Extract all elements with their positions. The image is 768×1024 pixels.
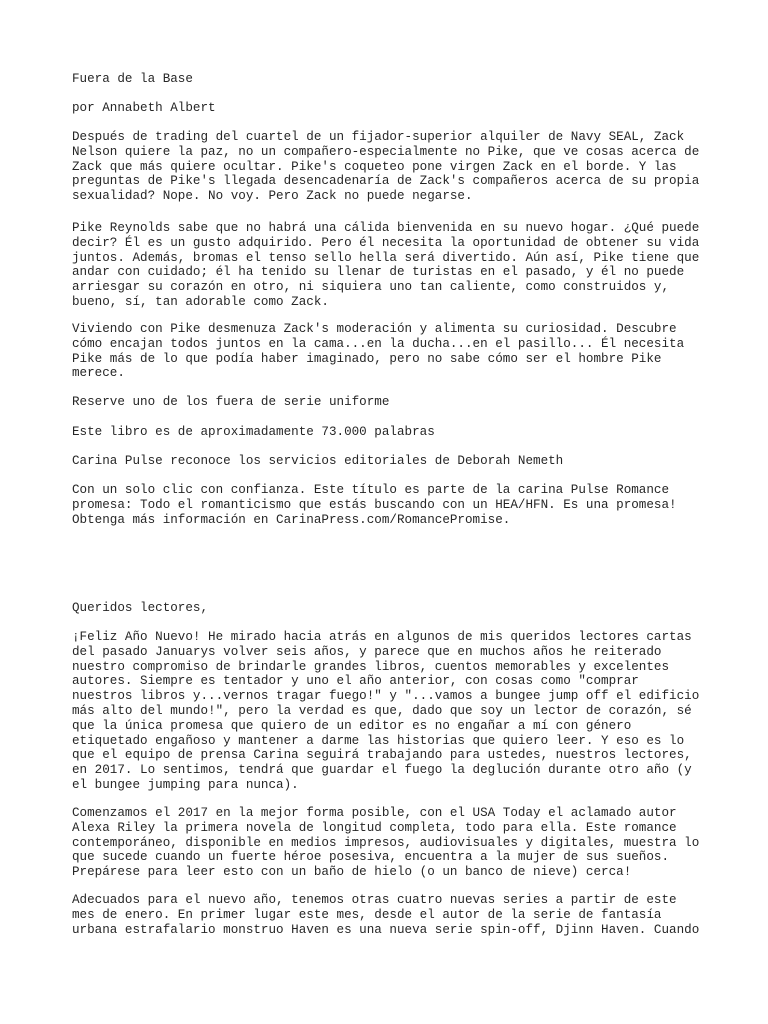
author-byline: por Annabeth Albert — [72, 101, 216, 115]
blurb-paragraph-1: Después de trading del cuartel de un fijador-superior alquiler de Navy SEAL, Zack Nelson quiere la paz, no un compañero-especialmente no Pike, que ve cosas acerca de Zack que más quiere ocultar. Pike's coqueteo pone virgen Zack en el borde. Y las preguntas de Pike's llegada desencadenaría de Zack's compañeros acerca de su propia sexualidad? Nope. No voy. Pero Zack no puede negarse. — [72, 130, 700, 204]
letter-paragraph-3: Adecuados para el nuevo año, tenemos otras cuatro nuevas series a partir de este mes de enero. En primer lugar este mes, desde el autor de la serie de fantasía urbana estrafalario monstruo Haven es una nueva serie spin-off, Djinn Haven. Cuando — [72, 893, 700, 937]
word-count: Este libro es de aproximadamente 73.000 palabras — [72, 425, 435, 439]
editorial-acknowledgment: Carina Pulse reconoce los servicios editoriales de Deborah Nemeth — [72, 454, 564, 468]
romance-promise: Con un solo clic con confianza. Este título es parte de la carina Pulse Romance promesa: Todo el romanticismo que estás buscando con un HEA/HFN. Es una promesa! Obtenga más información en CarinaPress.com/RomancePromise. — [72, 483, 677, 527]
blurb-paragraph-2: Pike Reynolds sabe que no habrá una cálida bienvenida en su nuevo hogar. ¿Qué puede decir? Él es un gusto adquirido. Pero él necesita la oportunidad de obtener su vida juntos. Además, bromas el tenso sello hella será divertido. Aún así, Pike tiene que andar con cuidado; él ha tenido su llenar de turistas en el pasado, y él no puede arriesgar su corazón en otro, ni siquiera uno tan caliente, como construidos y, bueno, sí, tan adorable como Zack. — [72, 221, 700, 309]
blurb-paragraph-3: Viviendo con Pike desmenuza Zack's moderación y alimenta su curiosidad. Descubre cómo encajan todos juntos en la cama...en la ducha...en el pasillo... Él necesita Pike más de lo que podía haber imaginado, pero no sabe cómo ser el hombre Pike merece. — [72, 322, 685, 381]
letter-salutation: Queridos lectores, — [72, 601, 209, 615]
letter-paragraph-1: ¡Feliz Año Nuevo! He mirado hacia atrás en algunos de mis queridos lectores cartas del pasado Januarys volver seis años, y parece que en muchos años he reiterado nuestro compromiso de brindarle grandes libros, cuentos memorables y excelentes autores. Siempre es tentador y uno el año anterior, con cosas como "comprar nuestros libros y...vernos tragar fuego!" y "...vamos a bungee jump off el edificio más alto del mundo!", pero la verdad es que, dado que soy un lector de corazón, sé que la única promesa que quiero de un editor es no engañar a mí con género etiquetado engañoso y mantener a darme las historias que quiero leer. Y eso es lo que el equipo de prensa Carina seguirá trabajando para ustedes, nuestros lectores, en 2017. Lo sentimos, tendrá que guardar el fuego la deglución durante otro año (y el bungee jumping para nunca). — [72, 630, 700, 792]
letter-paragraph-2: Comenzamos el 2017 en la mejor forma posible, con el USA Today el aclamado autor Alexa Riley la primera novela de longitud completa, todo para ella. Este romance contemporáneo, disponible en medios impresos, audiovisuales y digitales, muestra lo que sucede cuando un fuerte héroe posesiva, encuentra a la mujer de sus sueños. Prepárese para leer esto con un baño de hielo (o un banco de nieve) cerca! — [72, 806, 700, 880]
series-note: Reserve uno de los fuera de serie uniforme — [72, 395, 390, 409]
book-title: Fuera de la Base — [72, 72, 193, 86]
